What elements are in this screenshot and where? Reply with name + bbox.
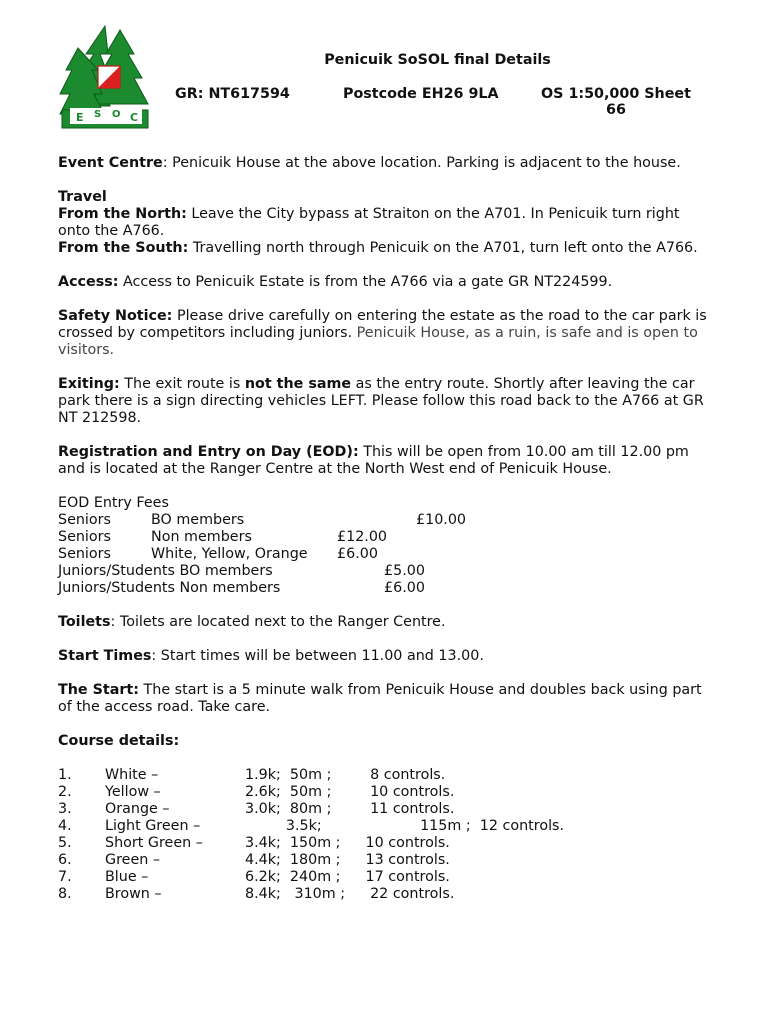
- table-row: [58, 563, 708, 580]
- page-title: Penicuik SoSOL final Details: [324, 52, 551, 68]
- table-row: [58, 512, 708, 529]
- fee-amount: £6.00: [337, 546, 378, 562]
- toilets-paragraph: [58, 614, 708, 631]
- course-name: Orange –: [105, 801, 170, 817]
- travel-heading: Travel: [58, 189, 107, 205]
- registration-label: Registration and Entry on Day (EOD):: [58, 444, 359, 460]
- north-label: From the North:: [58, 206, 187, 222]
- safety-note: Penicuik House, as a ruin, is safe and is open to visitors.: [58, 325, 698, 358]
- fee-category: Juniors/Students BO members: [58, 563, 273, 579]
- list-item: [58, 784, 708, 801]
- start-times-label: Start Times: [58, 648, 152, 664]
- registration-text: This will be open from 10.00 am till 12.00 pm and is located at the Ranger Centre at the North West end of Penicuik House.: [58, 444, 689, 477]
- course-list: [58, 767, 708, 903]
- start-times-text: : Start times will be between 11.00 and 13.00.: [151, 648, 484, 664]
- fee-category: Seniors: [58, 546, 111, 562]
- exiting-paragraph: [58, 376, 708, 427]
- event-centre-paragraph: [58, 155, 708, 172]
- fee-price: £10.00: [416, 512, 467, 528]
- course-distance: 6.2k; 240m ;: [245, 869, 341, 885]
- course-controls: 11 controls.: [361, 801, 455, 817]
- course-details-heading: Course details:: [58, 733, 180, 749]
- course-distance: 2.6k; 50m ;: [245, 784, 332, 800]
- control-flag-icon: [98, 66, 120, 88]
- table-row: [58, 529, 708, 546]
- tree-logo-icon: [58, 24, 152, 132]
- travel-section: [58, 189, 708, 257]
- the-start-text: The start is a 5 minute walk from Penicuik House and doubles back using part of the access road. Take care.: [58, 682, 702, 715]
- course-controls: 8 controls.: [361, 767, 446, 783]
- course-controls: 22 controls.: [361, 886, 455, 902]
- course-number: 5.: [58, 835, 72, 851]
- document-body: [58, 155, 708, 903]
- exiting-emphasis: not the same: [244, 376, 352, 392]
- table-row: [58, 546, 708, 563]
- exiting-text-1: The exit route is: [119, 376, 245, 392]
- course-number: 7.: [58, 869, 72, 885]
- course-number: 6.: [58, 852, 72, 868]
- south-label: From the South:: [58, 240, 189, 256]
- north-text: Leave the City bypass at Straiton on the A701. In Penicuik turn right onto the A766.: [58, 206, 680, 239]
- fee-category: Juniors/Students Non members: [58, 580, 281, 596]
- fees-table: [58, 495, 708, 597]
- south-text: Travelling north through Penicuik on the A701, turn left onto the A766.: [188, 240, 698, 256]
- course-distance: 3.4k; 150m ;: [245, 835, 341, 851]
- course-number: 2.: [58, 784, 72, 800]
- course-name: Blue –: [105, 869, 149, 885]
- table-row: [58, 580, 708, 597]
- course-name: Short Green –: [105, 835, 203, 851]
- fees-heading: EOD Entry Fees: [58, 495, 169, 511]
- list-item: [58, 886, 708, 903]
- exiting-label: Exiting:: [58, 376, 120, 392]
- start-times-paragraph: [58, 648, 708, 665]
- course-controls: 115m ; 12 controls.: [361, 818, 565, 834]
- postcode: Postcode EH26 9LA: [343, 86, 499, 102]
- exiting-text-2: as the entry route. Shortly after leaving the car park there is a sign directing vehicles LEFT. Please follow this road back to the A766 at GR NT 212598.: [58, 376, 704, 426]
- course-distance: 3.5k;: [245, 818, 322, 834]
- the-start-paragraph: [58, 682, 708, 716]
- fee-price: £6.00: [384, 580, 425, 596]
- safety-text: Please drive carefully on entering the estate as the road to the car park is crossed by competitors including juniors.: [58, 308, 707, 341]
- course-name: Brown –: [105, 886, 162, 902]
- course-distance: 1.9k; 50m ;: [245, 767, 332, 783]
- fee-amount: [337, 512, 416, 529]
- course-controls: 13 controls.: [361, 852, 450, 868]
- os-sheet: OS 1:50,000 Sheet 66: [541, 86, 691, 118]
- grid-reference: GR: NT617594: [175, 86, 290, 102]
- list-item: [58, 801, 708, 818]
- list-item: [58, 767, 708, 784]
- course-name: Green –: [105, 852, 160, 868]
- the-start-label: The Start:: [58, 682, 139, 698]
- course-number: 8.: [58, 886, 72, 902]
- fee-category: Seniors: [58, 512, 111, 528]
- access-paragraph: [58, 274, 708, 291]
- logo-letter: S: [94, 109, 102, 120]
- event-centre-label: Event Centre: [58, 155, 163, 171]
- course-number: 1.: [58, 767, 72, 783]
- list-item: [58, 869, 708, 886]
- fee-category: Seniors: [58, 529, 111, 545]
- fee-type: White, Yellow, Orange: [151, 546, 308, 562]
- course-distance: 3.0k; 80m ;: [245, 801, 332, 817]
- list-item: [58, 818, 708, 835]
- safety-label: Safety Notice:: [58, 308, 173, 324]
- course-distance: 8.4k; 310m ;: [245, 886, 346, 902]
- location-line: [150, 86, 710, 118]
- fee-type: BO members: [151, 512, 245, 528]
- fee-amount: £12.00: [337, 529, 388, 545]
- course-number: 3.: [58, 801, 72, 817]
- registration-paragraph: [58, 444, 708, 478]
- course-controls: 10 controls.: [361, 784, 455, 800]
- logo-letter: O: [112, 109, 121, 120]
- logo-letter: E: [76, 111, 84, 124]
- course-name: Light Green –: [105, 818, 201, 834]
- fee-type: Non members: [151, 529, 252, 545]
- list-item: [58, 835, 708, 852]
- safety-paragraph: [58, 308, 708, 359]
- document-header: [150, 52, 710, 118]
- toilets-label: Toilets: [58, 614, 111, 630]
- course-distance: 4.4k; 180m ;: [245, 852, 341, 868]
- toilets-text: : Toilets are located next to the Ranger Centre.: [110, 614, 446, 630]
- course-number: 4.: [58, 818, 72, 834]
- course-name: Yellow –: [105, 784, 161, 800]
- list-item: [58, 852, 708, 869]
- club-logo: [58, 24, 152, 132]
- access-label: Access:: [58, 274, 119, 290]
- access-text: Access to Penicuik Estate is from the A766 via a gate GR NT224599.: [118, 274, 613, 290]
- event-centre-text: : Penicuik House at the above location. Parking is adjacent to the house.: [162, 155, 681, 171]
- course-controls: 10 controls.: [361, 835, 450, 851]
- course-controls: 17 controls.: [361, 869, 450, 885]
- course-name: White –: [105, 767, 159, 783]
- logo-letter: C: [130, 111, 139, 124]
- fee-price: £5.00: [384, 563, 425, 579]
